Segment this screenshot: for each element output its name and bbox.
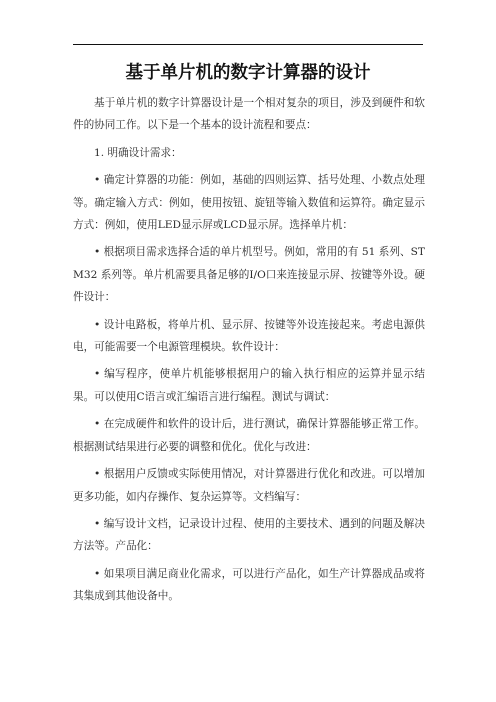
bullet-paragraph: • 确定计算器的功能：例如，基础的四则运算、括号处理、小数点处理等。确定输入方式：例如，使用按钮、旋钮等输入数值和运算符。确定显示方式：例如，使用LED显示屏或LCD显示屏。选择单片机： xyxy=(73,174,425,232)
bullet-paragraph: • 根据项目需求选择合适的单片机型号。例如，常用的有 51 系列、STM32 系列等。单片机需要具备足够的I/O口来连接显示屏、按键等外设。硬件设计： xyxy=(73,246,425,304)
bullet-paragraph: • 如果项目满足商业化需求，可以进行产品化，如生产计算器成品或将其集成到其他设备中。 xyxy=(73,567,425,603)
paragraph-numbered-heading: 1. 明确设计需求： xyxy=(94,146,182,159)
bullet-paragraph: • 根据用户反馈或实际使用情况，对计算器进行优化和改进。可以增加更多功能，如内存操作、复杂运算等。文档编写： xyxy=(73,468,425,503)
bullet-paragraph: • 在完成硬件和软件的设计后，进行测试，确保计算器能够正常工作。根据测试结果进行必要的调整和优化。优化与改进： xyxy=(73,418,425,453)
header-rule xyxy=(73,44,423,45)
bullet-paragraph: • 编写设计文档，记录设计过程、使用的主要技术、遇到的问题及解决方法等。产品化： xyxy=(73,517,425,553)
document-body xyxy=(73,92,425,613)
page-title: 基于单片机的数字计算器的设计 xyxy=(125,63,371,83)
bullet-paragraph: • 设计电路板，将单片机、显示屏、按键等外设连接起来。考虑电源供电，可能需要一个电源管理模块。软件设计： xyxy=(73,318,425,354)
paragraph-intro: 基于单片机的数字计算器设计是一个相对复杂的项目，涉及到硬件和软件的协同工作。以下是一个基本的设计流程和要点： xyxy=(73,97,425,132)
bullet-paragraph: • 编写程序，使单片机能够根据用户的输入执行相应的运算并显示结果。可以使用C语言或汇编语言进行编程。测试与调试： xyxy=(73,368,425,403)
